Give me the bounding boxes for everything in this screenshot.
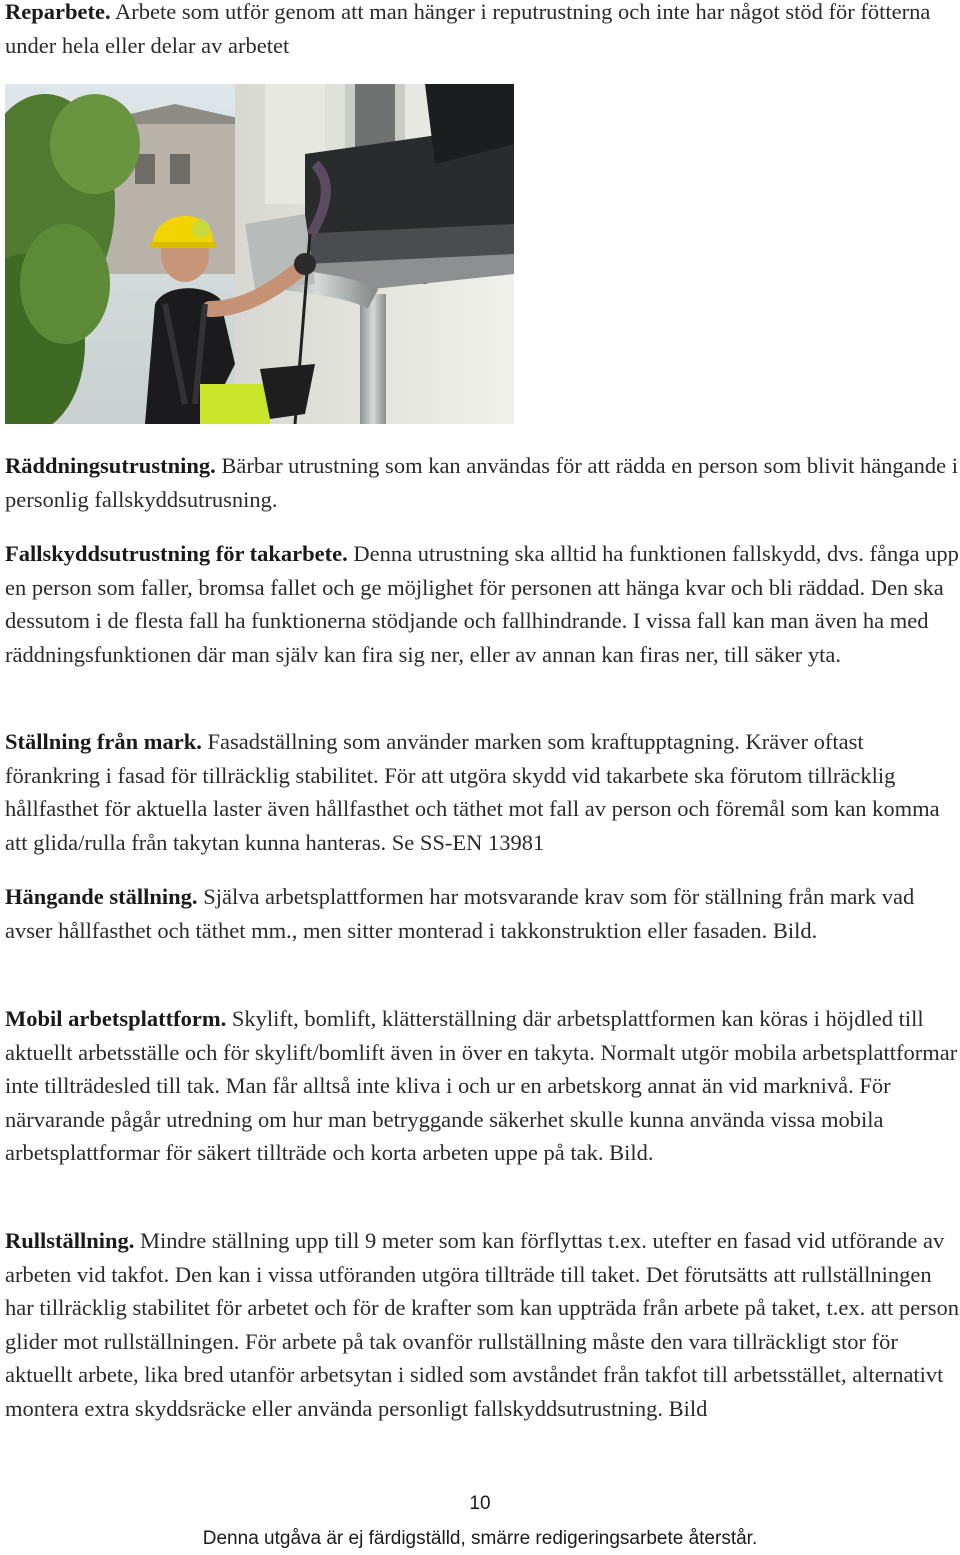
description: Denna utrustning ska alltid ha funktionen fallskydd, dvs. fånga upp en person som faller, bromsa fallet och ge möjlighet för personen att hänga kvar och bli räddad. Den ska dessutom i de flesta fall ha funktionerna stödjande och fallhindrande. I vissa fall kan man även ha med räddningsfunktionen där man själv kan fira sig ner, eller av annan kan firas ner, till säker yta. — [5, 541, 959, 667]
description: Fasadställning som använder marken som kraftupptagning. Kräver oftast förankring i fasad för tillräcklig stabilitet. För att utgöra skydd vid takarbete ska förutom tillräcklig hållfasthet för aktuella laster även hållfasthet och täthet mot fall av person och föremål som kan komma att glida/rulla från takytan kunna hanteras. Se SS-EN 13981 — [5, 729, 940, 855]
description: Bärbar utrustning som kan användas för att rädda en person som blivit hängande i personlig fallskyddsutrusning. — [5, 453, 959, 512]
definition-fallskyddsutrustning — [5, 537, 960, 671]
page-number: 10 — [469, 1493, 491, 1514]
term: Räddningsutrustning. — [5, 453, 216, 478]
description: Mindre ställning upp till 9 meter som kan förflyttas t.ex. utefter en fasad vid utförande av arbeten vid takfot. Den kan i vissa utföranden utgöra tillträde till taket. Det förutsätts att rullställningen har tillräcklig stabilitet för arbetet och för de krafter som kan uppträda från arbete på taket, t.ex. att person glider mot rullställningen. För arbete på tak ovanför rullställning måste den vara tillräckligt stor för aktuellt arbete, lika bred utanför arbetsytan i sidled som avståndet från takfot till arbetsstället, alternativt montera extra skyddsräcke eller använda personligt fallskyddsutrustning. Bild — [5, 1228, 959, 1421]
description: Arbete som utför genom att man hänger i reputrustning och inte har något stöd för fötterna under hela eller delar av arbetet — [5, 0, 931, 58]
draft-notice: Denna utgåva är ej färdigställd, smärre redigeringsarbete återstår. — [202, 1528, 758, 1549]
definition-hangande-stallning — [5, 880, 960, 947]
definition-rullstallning — [5, 1224, 960, 1426]
rope-work-photo — [5, 84, 514, 424]
description: Skylift, bomlift, klätterställning där arbetsplattformen kan köras i höjdled till aktuellt arbetsställe och för skylift/bomlift även in över en takyta. Normalt utgör mobila arbetsplattformar inte tillträdesled till tak. Man får alltså inte kliva i och ur en arbetskorg annat än vid marknivå. För närvarande pågår utredning om hur man betryggande säkerhet skulle kunna använda vissa mobila arbetsplattformar för säkert tillträde och korta arbeten uppe på tak. Bild. — [5, 1006, 958, 1166]
definition-raddningsutrustning — [5, 449, 960, 516]
term: Reparbete. — [5, 0, 111, 24]
definition-stallning-fran-mark — [5, 725, 960, 859]
description: Själva arbetsplattformen har motsvarande krav som för ställning från mark vad avser hållfasthet och täthet mm., men sitter monterad i takkonstruktion eller fasaden. Bild. — [5, 884, 915, 943]
definition-mobil-arbetsplattform — [5, 1002, 960, 1170]
term: Ställning från mark. — [5, 729, 202, 754]
definition-reparbete — [5, 0, 960, 62]
term: Fallskyddsutrustning för takarbete. — [5, 541, 348, 566]
term: Rullställning. — [5, 1228, 135, 1253]
term: Mobil arbetsplattform. — [5, 1006, 227, 1031]
term: Hängande ställning. — [5, 884, 198, 909]
